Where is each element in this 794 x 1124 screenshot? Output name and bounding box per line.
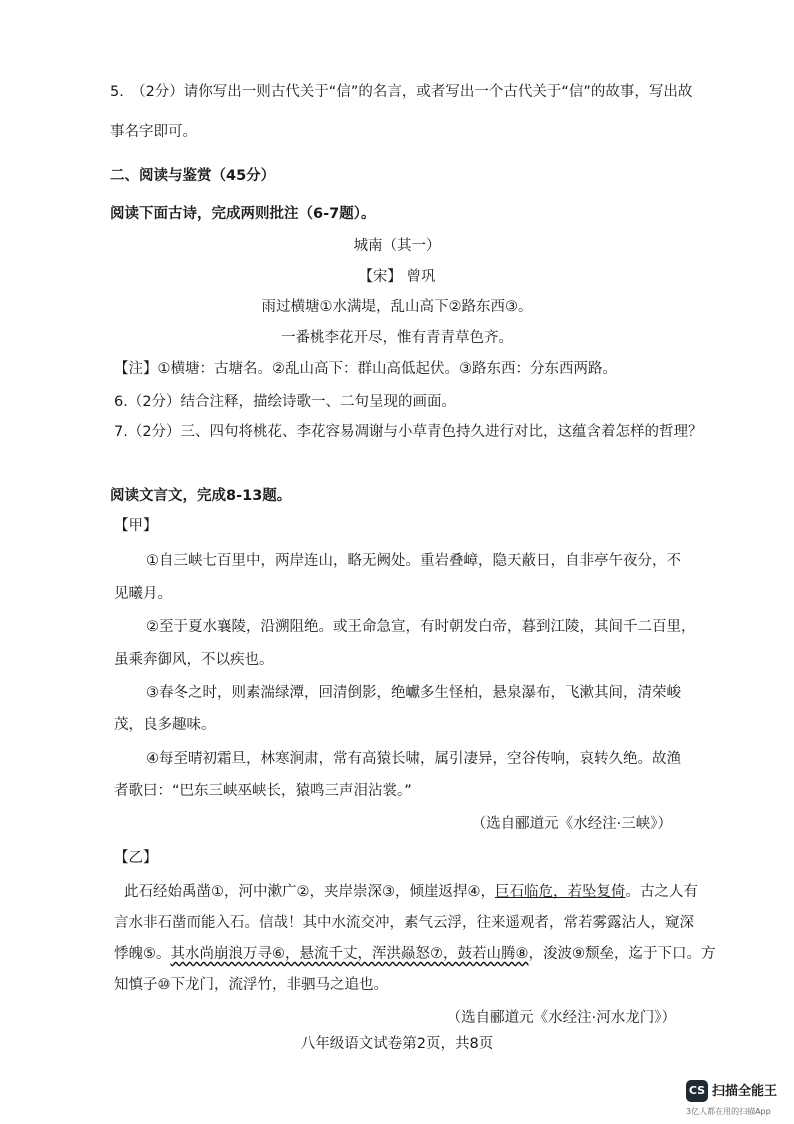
poem-line-1: 雨过横塘①水满堤，乱山高下②路东西③。 [261, 299, 533, 315]
question-7: 7.（2分）三、四句将桃花、李花容易凋谢与小草青色持久进行对比，这蕴含着怎样的哲理？ [114, 424, 703, 440]
question-6: 6.（2分）结合注释，描绘诗歌一、二句呈现的画面。 [114, 394, 457, 410]
yi-line3-post: ，浚波⑨颓垒，迄于下口。方 [528, 946, 716, 962]
poem-note: 【注】①横塘：古塘名。②乱山高下：群山高低起伏。③路东西：分东西两路。 [114, 361, 617, 377]
jia-p3-line1: ③春冬之时，则素湍绿潭，回清倒影，绝巘多生怪柏，悬泉瀑布，飞漱其间，清荣峻 [146, 685, 681, 701]
yi-line3-pre: 悸魄⑤。 [114, 946, 171, 962]
scanner-logo-icon: CS [686, 1080, 708, 1102]
yi-source: （选自郦道元《水经注·河水龙门》） [446, 1010, 676, 1026]
poem-author: 【宋】 曾巩 [358, 269, 436, 285]
poem-intro: 阅读下面古诗，完成两则批注（6-7题）。 [110, 206, 376, 222]
yi-line4: 知慎子⑩下龙门，流浮竹，非驷马之追也。 [114, 977, 388, 993]
page-footer: 八年级语文试卷第2页，共8页 [300, 1036, 494, 1052]
jia-p4-line2: 者歌曰：“巴东三峡巫峡长，猿鸣三声泪沾裳。” [114, 783, 412, 799]
yi-line2: 言水非石凿而能入石。信哉！其中水流交冲，素气云浮，往来遥观者，常若雾露沾人，窥深 [114, 915, 694, 931]
jia-p3-line2: 茂，良多趣味。 [114, 717, 216, 733]
jia-p1-line2: 见曦月。 [114, 586, 172, 602]
q5-line1: 5. （2分）请你写出一则古代关于“信”的名言，或者写出一个古代关于“信”的故事，写出故 [110, 84, 693, 100]
yi-line1 [124, 882, 698, 902]
jia-p2-line1: ②至于夏水襄陵，沿溯阻绝。或王命急宣，有时朝发白帝，暮到江陵，其间千二百里， [146, 619, 696, 635]
yi-line1-post: 。古之人有 [625, 884, 698, 900]
yi-line3-wavy: 其水尚崩浪万寻⑥，悬流千丈，浑洪赑怒⑦，鼓若山腾⑧ [170, 946, 529, 962]
jia-source: （选自郦道元《水经注·三峡》） [471, 816, 672, 832]
q5-line2: 事名字即可。 [110, 124, 197, 140]
scanner-tagline: 3亿人都在用的扫描App [686, 1107, 771, 1116]
jia-p4-line1: ④每至晴初霜旦，林寒涧肃，常有高猿长啸，属引凄异，空谷传响，哀转久绝。故渔 [146, 751, 681, 767]
classical-intro: 阅读文言文，完成8-13题。 [110, 488, 292, 504]
jia-p2-line2: 虽乘奔御风，不以疾也。 [114, 652, 274, 668]
section-heading: 二、阅读与鉴赏（45分） [110, 168, 276, 184]
poem-line-2: 一番桃李花开尽，惟有青青草色齐。 [281, 330, 513, 346]
scanner-app-name: 扫描全能王 [712, 1084, 778, 1099]
yi-line1-underlined: 巨石临危，若坠复倚 [495, 884, 626, 900]
poem-title: 城南（其一） [353, 238, 441, 254]
yi-line1-pre: 此石经始禹凿①，河中漱广②，夹岸崇深③，倾崖返捍④， [124, 884, 495, 900]
yi-line3 [114, 944, 716, 964]
yi-label: 【乙】 [114, 850, 158, 866]
jia-p1-line1: ①自三峡七百里中，两岸连山，略无阙处。重岩叠嶂，隐天蔽日，自非亭午夜分，不 [146, 553, 681, 569]
jia-label: 【甲】 [114, 518, 158, 534]
